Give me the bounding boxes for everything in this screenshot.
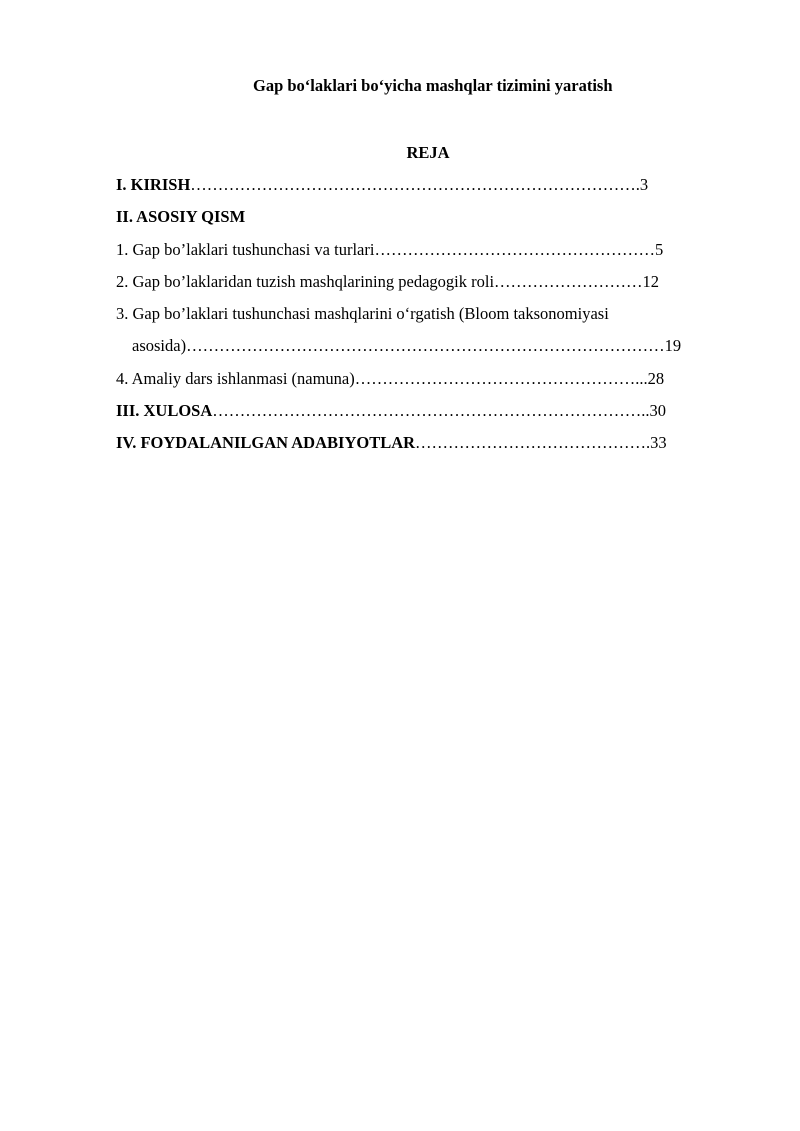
toc-entry-adabiyotlar[interactable] [116,433,748,453]
toc-page-number: 33 [650,433,667,453]
plan-heading: REJA [406,143,450,162]
toc-entry-label: III. XULOSA [116,401,213,421]
toc-page-number: 19 [664,336,682,356]
toc-leader-dots: …………………………………………………………………….. [212,401,650,421]
toc-entry-label: 1. Gap bo’laklari tushunchasi va turlari [116,239,375,259]
toc-entry-label: 4. Amaliy dars ishlanmasi (namuna) [116,368,355,388]
toc-leader-dots: ……………………… [494,271,643,291]
toc-entry-2[interactable] [116,272,748,292]
toc-entry-label-continuation: asosida) [132,336,187,356]
toc-leader-dots: …………………………………………… [374,239,655,259]
toc-entry-asosiy-qism[interactable] [116,207,748,227]
toc-entry-xulosa[interactable] [116,401,748,421]
toc-page-number: 30 [649,401,667,421]
toc-page-number: 28 [647,368,665,388]
toc-leader-dots: ……………………………………………... [354,368,648,388]
table-of-contents [116,175,748,466]
toc-entry-4[interactable] [116,369,748,389]
toc-entry-3-continuation[interactable] [116,336,748,356]
toc-leader-dots: …………………………………………………………………………… [186,336,665,356]
toc-entry-1[interactable] [116,240,748,260]
toc-page-number: 5 [654,239,664,259]
toc-leader-dots: ……………………………………. [415,433,651,453]
toc-entry-label: IV. FOYDALANILGAN ADABIYOTLAR [116,433,416,453]
toc-entry-label: I. KIRISH [116,175,191,194]
toc-entry-3[interactable] [116,304,748,324]
toc-entry-label: 3. Gap bo’laklari tushunchasi mashqlarini o‘rgatish (Bloom taksonomiyasi [116,304,609,324]
toc-entry-label: 2. Gap bo’laklaridan tuzish mashqlarining pedagogik roli [116,271,495,291]
toc-entry-label: II. ASOSIY QISM [116,207,246,227]
toc-entry-kirish[interactable] [116,175,748,195]
toc-page-number: 3 [639,175,649,194]
document-title: Gap bo‘laklari bo‘yicha mashqlar tizimini yaratish [253,76,613,95]
toc-page-number: 12 [642,271,660,291]
toc-leader-dots: ………………………………………………………………………. [190,175,640,194]
